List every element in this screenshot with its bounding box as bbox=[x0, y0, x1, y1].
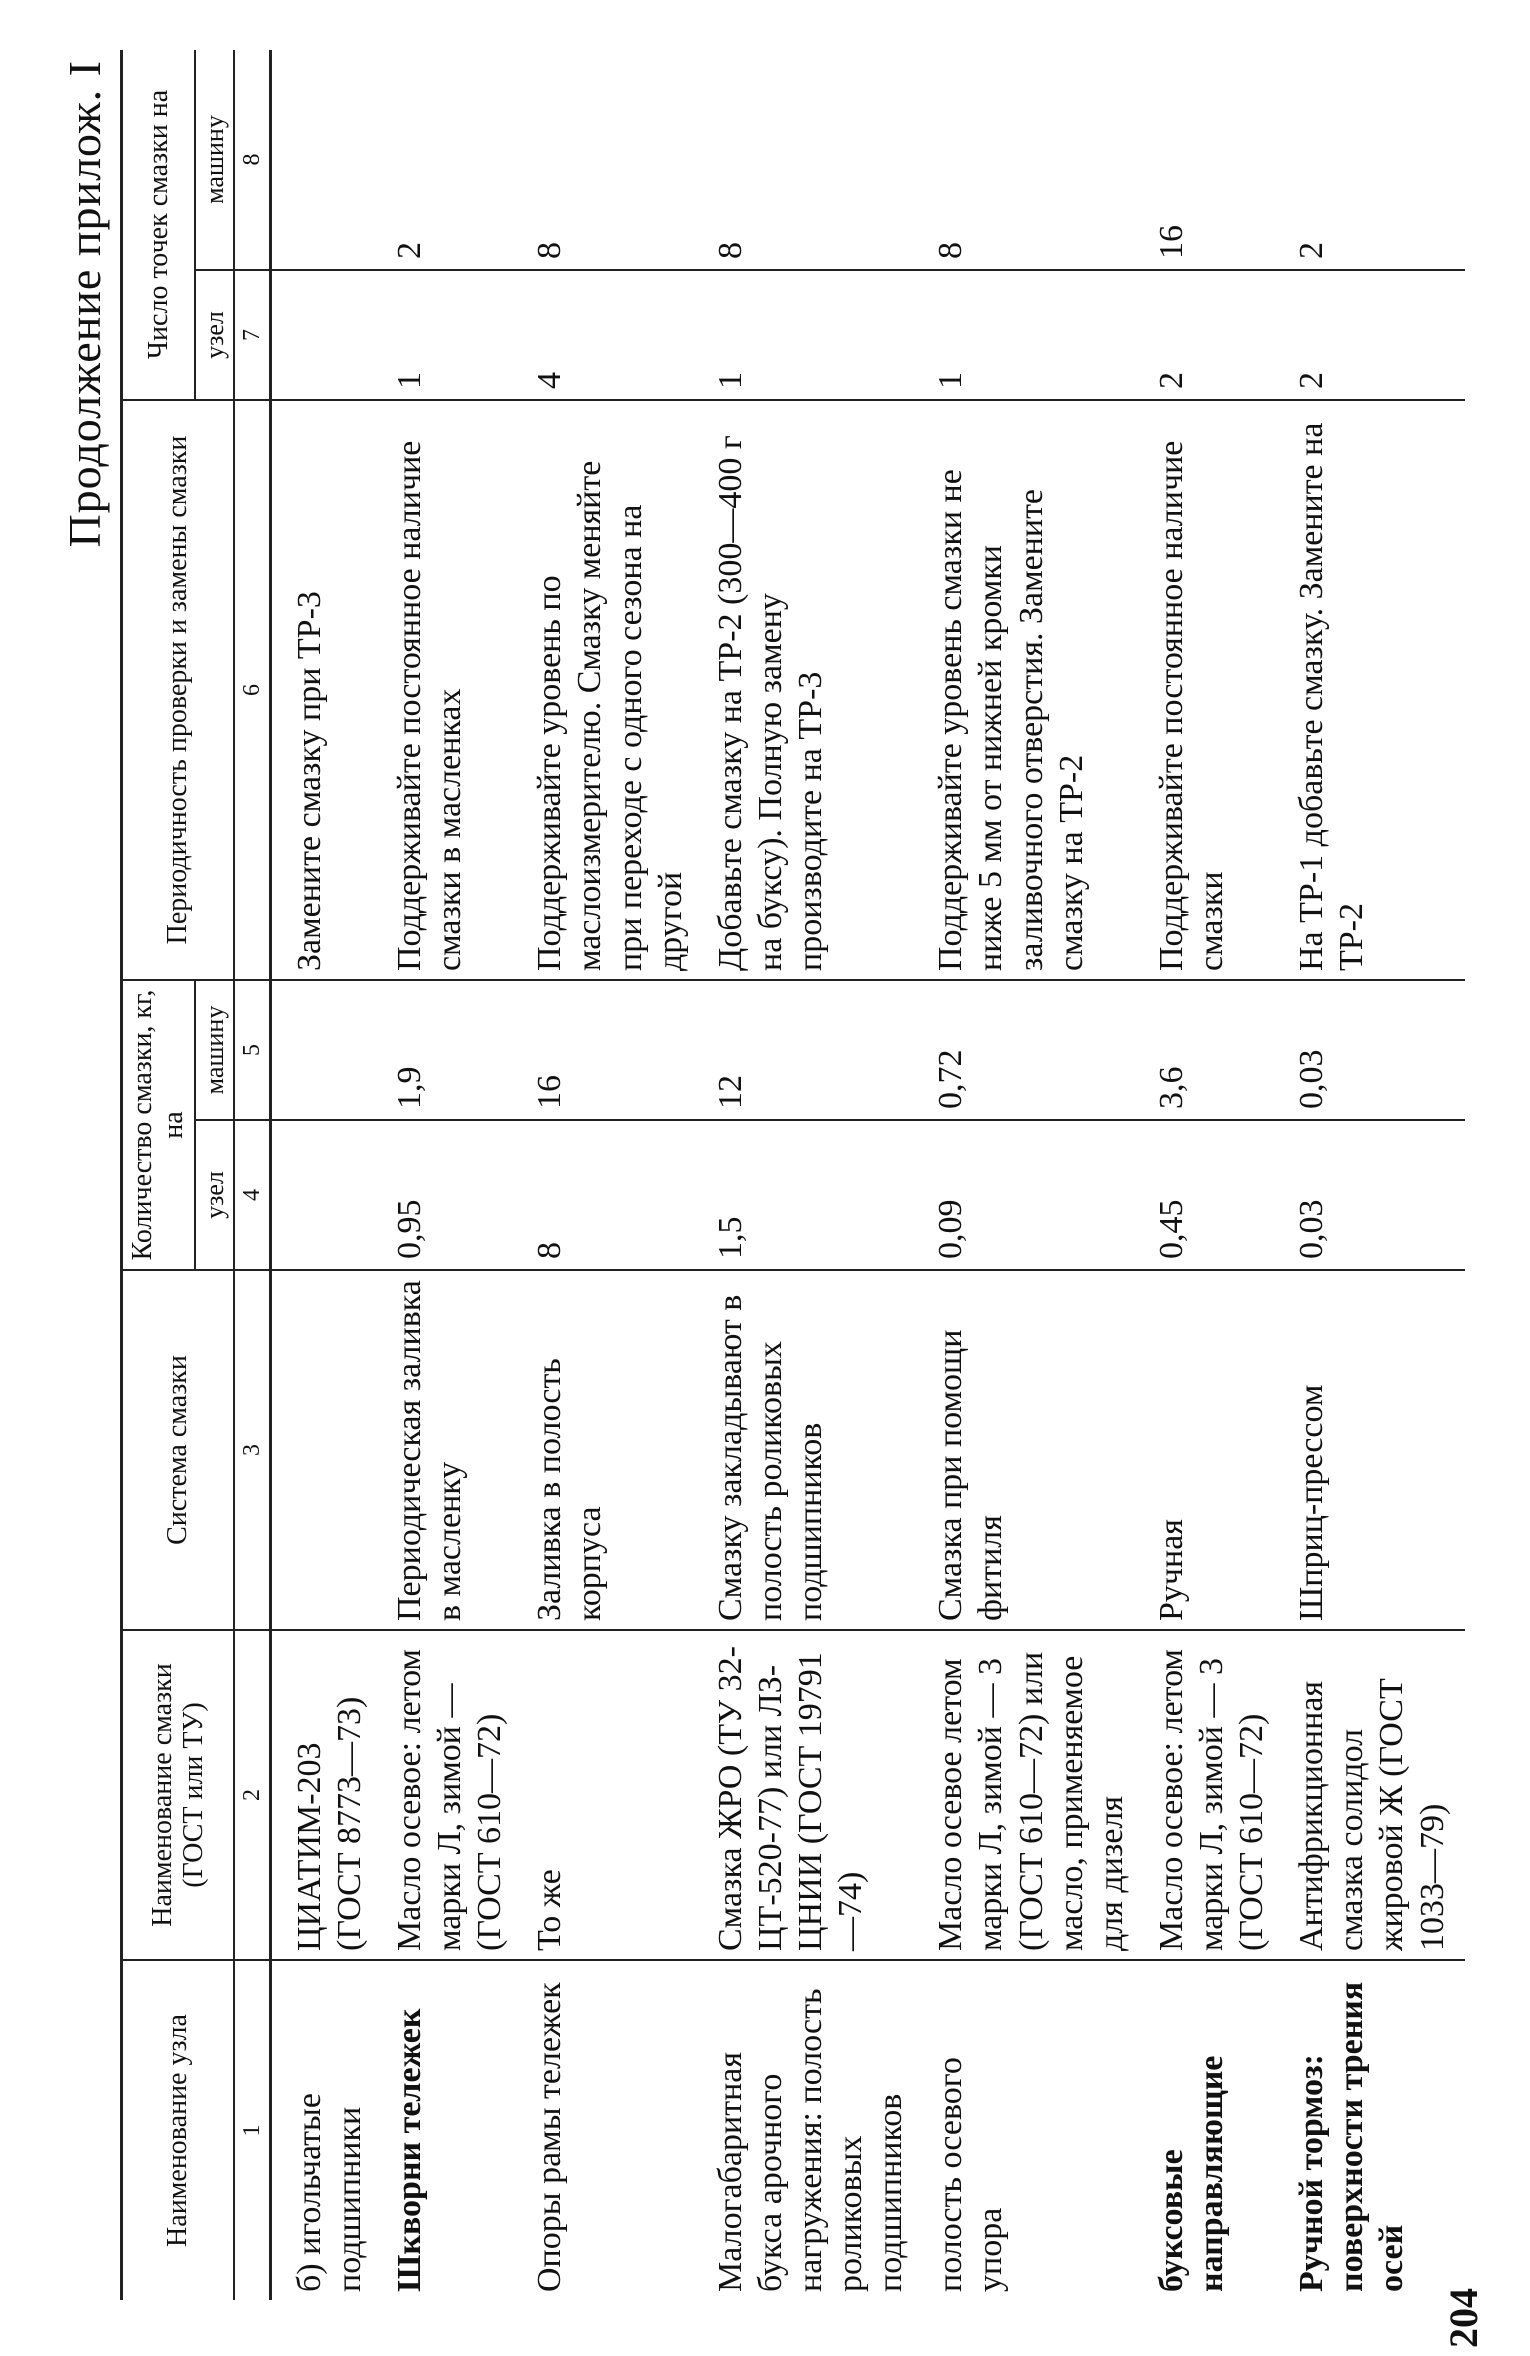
table-row bbox=[923, 50, 1144, 2300]
column-number: 2 bbox=[234, 1630, 271, 1960]
period-cell: Замените смазку при ТР-3 bbox=[270, 400, 382, 980]
node-cell: Опоры рамы тележек bbox=[522, 1960, 702, 2300]
system-cell: Смазка при помощи фитиля bbox=[923, 1270, 1144, 1630]
node-cell: буксовые направляющие bbox=[1144, 1960, 1284, 2300]
points-machine-cell: 2 bbox=[391, 242, 429, 259]
qty-machine-cell: 1,9 bbox=[382, 980, 522, 1120]
header-lubricant-name: Наименование смазки (ГОСТ или ТУ) bbox=[122, 1630, 234, 1960]
lubricant-cell: Антифрикционная смазка солидол жировой Ж (ГОСТ 1033—79) bbox=[1284, 1630, 1464, 1960]
node-cell: б) игольчатые подшипники bbox=[270, 1960, 382, 2300]
table-row bbox=[382, 50, 522, 2300]
header-qty-machine: машину bbox=[195, 980, 234, 1120]
lubricant-cell: Масло осевое: летом марки Л, зимой — 3 (ГОСТ 610—72) bbox=[1144, 1630, 1284, 1960]
header-periodicity: Периодичность проверки и замены смазки bbox=[122, 400, 234, 980]
header-points-node: узел bbox=[195, 270, 234, 400]
column-number: 7 bbox=[234, 270, 271, 400]
header-quantity: Количество смазки, кг, на bbox=[122, 980, 195, 1270]
qty-machine-cell: 0,03 bbox=[1284, 980, 1464, 1120]
table-row bbox=[703, 50, 924, 2300]
period-cell: Поддерживайте постоянное наличие смазки bbox=[1144, 400, 1284, 980]
system-cell: Периодическая заливка в масленку bbox=[382, 1270, 522, 1630]
header-qty-node: узел bbox=[195, 1120, 234, 1270]
node-cell: Ручной тормоз: поверхности трения осей bbox=[1284, 1960, 1464, 2300]
system-cell: Смазку закладывают в полость роликовых подшипников bbox=[703, 1270, 924, 1630]
points-machine-cell: 8 bbox=[531, 242, 569, 259]
points-machine-cell: 8 bbox=[711, 242, 749, 259]
points-node-cell: 1 bbox=[923, 270, 1144, 400]
points-machine-cell bbox=[270, 50, 382, 270]
header-node-name: Наименование узла bbox=[122, 1960, 234, 2300]
column-number: 6 bbox=[234, 400, 271, 980]
qty-node-cell: 0,45 bbox=[1144, 1120, 1284, 1270]
column-number: 5 bbox=[234, 980, 271, 1120]
qty-machine-cell bbox=[270, 980, 382, 1120]
qty-node-cell: 0,09 bbox=[923, 1120, 1144, 1270]
header-points-machine: машину bbox=[195, 50, 234, 270]
qty-machine-cell: 16 bbox=[522, 980, 702, 1120]
points-machine-cell: 8 bbox=[932, 242, 970, 259]
lubricant-cell: Смазка ЖРО (ТУ 32-ЦТ-520-77) или ЛЗ-ЦНИИ (ГОСТ 19791—74) bbox=[703, 1630, 924, 1960]
header-points-count: Число точек смазки на bbox=[122, 50, 195, 400]
period-cell: Добавьте смазку на ТР-2 (300—400 г на буксу). Полную замену производите на ТР-3 bbox=[703, 400, 924, 980]
node-cell: Малогабаритная букса арочного нагружения: полость роликовых подшипников bbox=[703, 1960, 924, 2300]
points-node-cell: 1 bbox=[382, 270, 522, 400]
lubricant-cell: То же bbox=[522, 1630, 702, 1960]
table-row bbox=[1144, 50, 1284, 2300]
points-machine-cell: 16 bbox=[1152, 225, 1190, 259]
qty-node-cell: 8 bbox=[522, 1120, 702, 1270]
table-row bbox=[270, 50, 382, 2300]
system-cell: Заливка в полость корпуса bbox=[522, 1270, 702, 1630]
points-node-cell bbox=[270, 270, 382, 400]
lubricant-cell: Масло осевое: летом марки Л, зимой — (ГОСТ 610—72) bbox=[382, 1630, 522, 1960]
table-row bbox=[1284, 50, 1464, 2300]
qty-node-cell: 1,5 bbox=[703, 1120, 924, 1270]
system-cell: Шприц-прессом bbox=[1284, 1270, 1464, 1630]
qty-node-cell: 0,95 bbox=[382, 1120, 522, 1270]
lubricant-cell: ЦИАТИМ-203 (ГОСТ 8773—73) bbox=[270, 1630, 382, 1960]
period-cell: На ТР-1 добавьте смазку. Замените на ТР-2 bbox=[1284, 400, 1464, 980]
qty-machine-cell: 3,6 bbox=[1144, 980, 1284, 1120]
column-number: 4 bbox=[234, 1120, 271, 1270]
table-row bbox=[522, 50, 702, 2300]
lubrication-table bbox=[120, 50, 1465, 2300]
points-node-cell: 2 bbox=[1284, 270, 1464, 400]
period-cell: Поддерживайте постоянное наличие смазки в масленках bbox=[382, 400, 522, 980]
points-node-cell: 1 bbox=[703, 270, 924, 400]
qty-node-cell: 0,03 bbox=[1284, 1120, 1464, 1270]
system-cell bbox=[270, 1270, 382, 1630]
page-number: 204 bbox=[1441, 2288, 1486, 2348]
continuation-title: Продолжение прилож. I bbox=[59, 60, 110, 548]
node-cell: Шкворни тележек bbox=[382, 1960, 522, 2300]
period-cell: Поддерживайте уровень смазки не ниже 5 мм от нижней кромки заливочного отверстия. Замените смазку на ТР-2 bbox=[923, 400, 1144, 980]
qty-machine-cell: 0,72 bbox=[923, 980, 1144, 1120]
column-number: 3 bbox=[234, 1270, 271, 1630]
header-lubrication-system: Система смазки bbox=[122, 1270, 234, 1630]
column-number: 1 bbox=[234, 1960, 271, 2300]
points-node-cell: 4 bbox=[522, 270, 702, 400]
lubricant-cell: Масло осевое летом марки Л, зимой — 3 (ГОСТ 610—72) или масло, применяемое для дизеля bbox=[923, 1630, 1144, 1960]
period-cell: Поддерживайте уровень по маслоизмерителю. Смазку меняйте при переходе с одного сезона на другой bbox=[522, 400, 702, 980]
column-number: 8 bbox=[234, 50, 271, 270]
qty-node-cell bbox=[270, 1120, 382, 1270]
qty-machine-cell: 12 bbox=[703, 980, 924, 1120]
system-cell: Ручная bbox=[1144, 1270, 1284, 1630]
points-node-cell: 2 bbox=[1144, 270, 1284, 400]
node-cell: полость осевого упора bbox=[923, 1960, 1144, 2300]
points-machine-cell: 2 bbox=[1293, 242, 1331, 259]
